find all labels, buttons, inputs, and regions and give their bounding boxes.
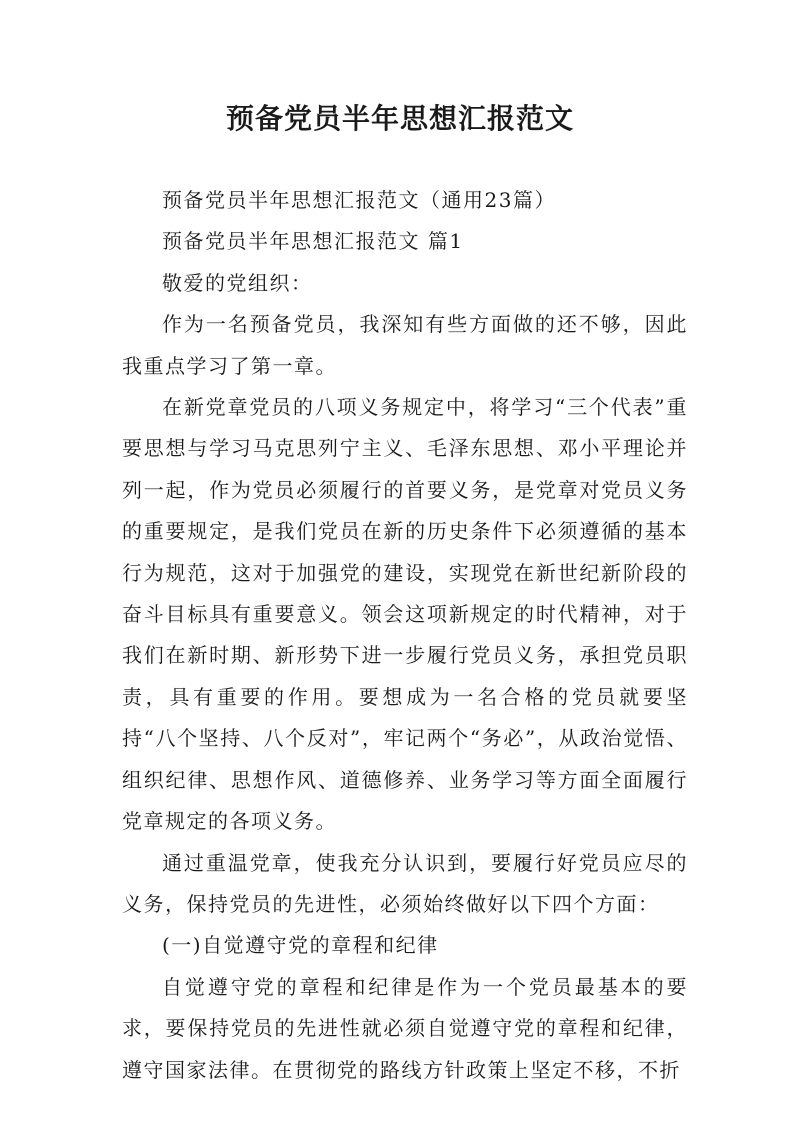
paragraph-salutation: 敬爱的党组织： [162, 270, 313, 295]
paragraph: 通过重温党章，使我充分认识到，要履行好党员应尽的义务，保持党员的先进性，必须始终做好以下四个方面： [122, 850, 688, 916]
paragraph: 自觉遵守党的章程和纪律是作为一个党员最基本的要求，要保持党员的先进性就必须自觉遵守党的章程和纪律，遵守国家法律。在贯彻党的路线方针政策上坚定不移，不折 [122, 974, 688, 1082]
document-title: 预备党员半年思想汇报范文 [225, 102, 574, 135]
paragraph-subheading: (一)自觉遵守党的章程和纪律 [162, 933, 439, 958]
paragraph-section-heading: 预备党员半年思想汇报范文 篇1 [162, 229, 464, 254]
paragraph: 作为一名预备党员，我深知有些方面做的还不够，因此我重点学习了第一章。 [122, 312, 688, 378]
document-body [122, 180, 688, 1091]
paragraph-subtitle: 预备党员半年思想汇报范文（通用23篇） [162, 188, 556, 212]
paragraph: 在新党章党员的八项义务规定中，将学习“三个代表”重要思想与学习马克思列宁主义、毛泽东思想、邓小平理论并列一起，作为党员必须履行的首要义务，是党章对党员义务的重要规定，是我们党员在新的历史条件下必须遵循的基本行为规范，这对于加强党的建设，实现党在新世纪新阶段的奋斗目标具有重要意义。领会这项新规定的时代精神，对于我们在新时期、新形势下进一步履行党员义务，承担党员职责，具有重要的作用。要想成为一名合格的党员就要坚持“八个坚持、八个反对”，牢记两个“务必”，从政治觉悟、组织纪律、思想作风、道德修养、业务学习等方面全面履行党章规定的各项义务。 [122, 395, 688, 834]
